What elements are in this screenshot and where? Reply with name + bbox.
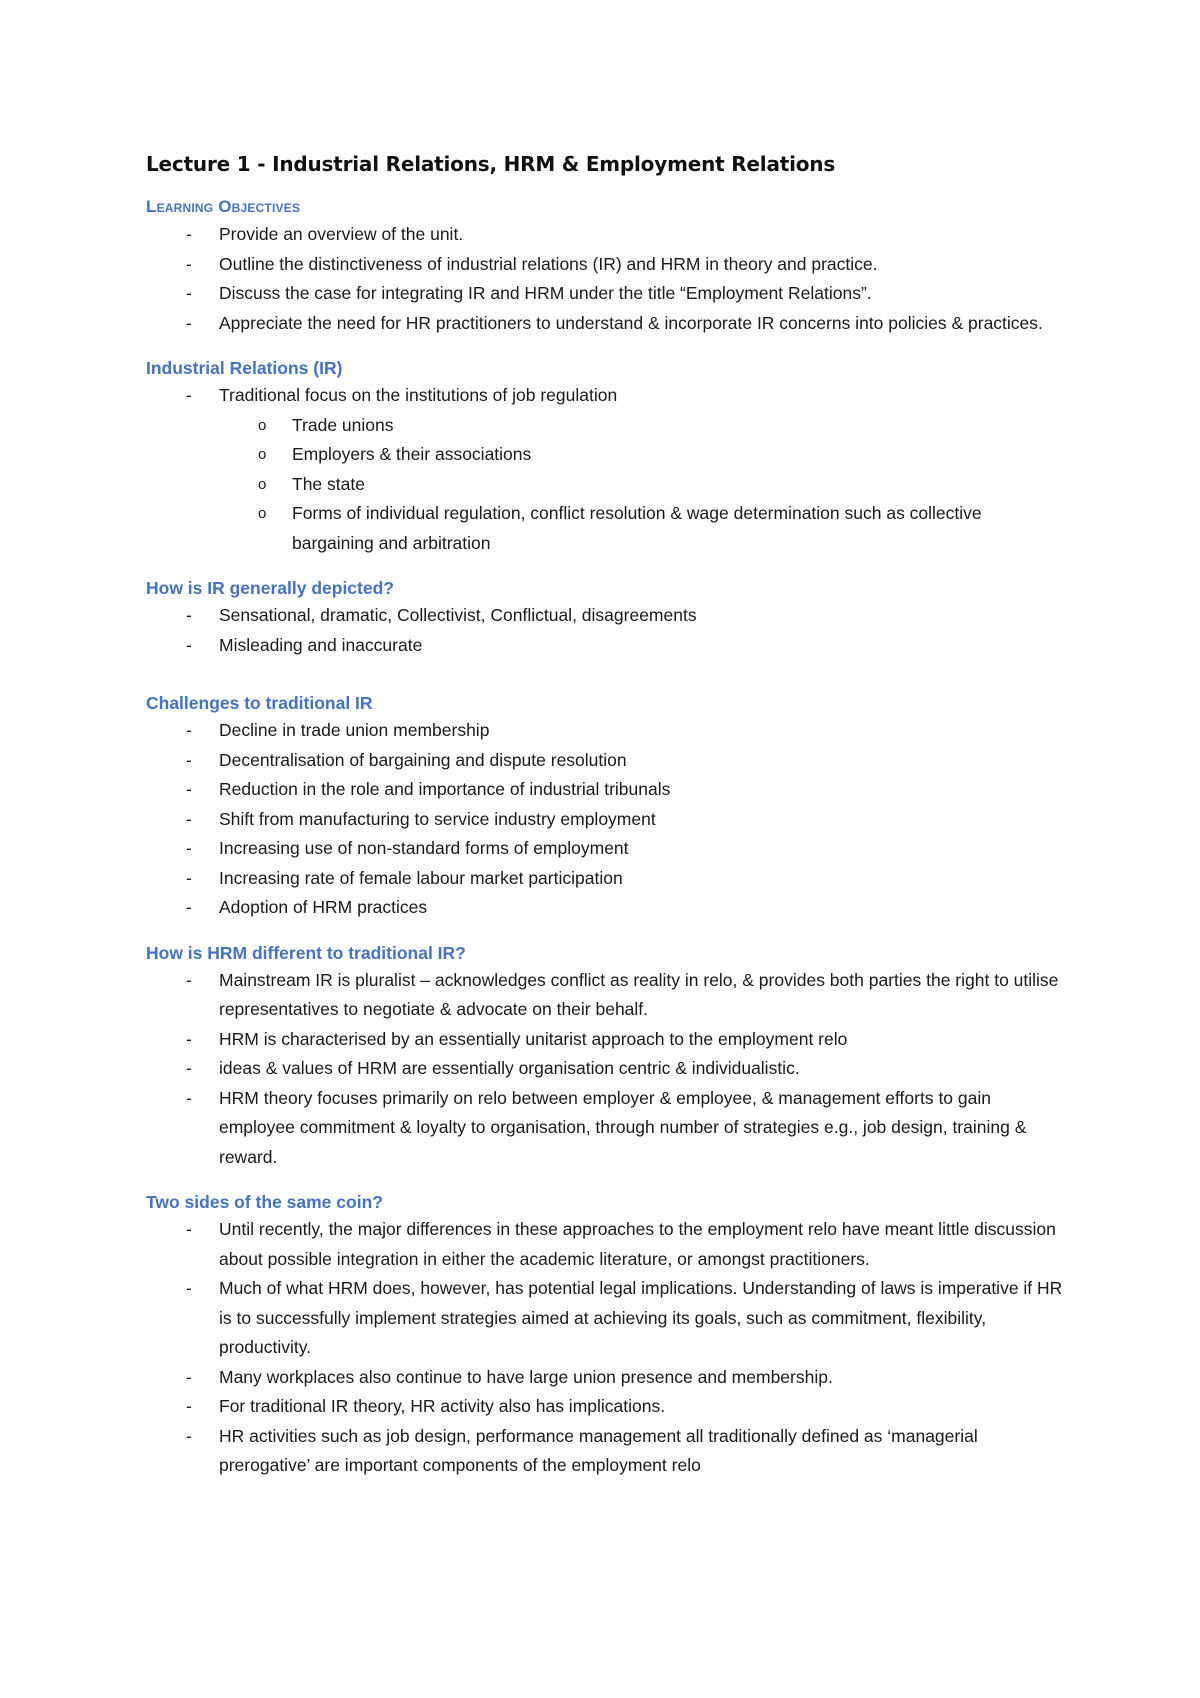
page-title: Lecture 1 - Industrial Relations, HRM & Employment Relations [146, 152, 836, 176]
list-item: - Decentralisation of bargaining and dispute resolution [146, 746, 1066, 776]
section-hrm-different [146, 940, 1066, 1173]
document-body [146, 150, 1066, 1498]
bullet-list [146, 1215, 1066, 1481]
list-item: - Sensational, dramatic, Collectivist, Conflictual, disagreements [146, 601, 1066, 631]
list-item: - Misleading and inaccurate [146, 631, 1066, 661]
section-heading: Industrial Relations (IR) [146, 358, 343, 378]
sub-list-item: o The state [146, 470, 1066, 500]
list-item: - HRM theory focuses primarily on relo between employer & employee, & management efforts to gain employee commitment & loyalty to organisation, through number of strategies e.g., job design, training & reward. [146, 1084, 1066, 1173]
dash-marker: - [186, 1425, 192, 1446]
list-item: - Increasing rate of female labour market participation [146, 864, 1066, 894]
section-heading: Two sides of the same coin? [146, 1192, 383, 1212]
list-item: - Mainstream IR is pluralist – acknowledges conflict as reality in relo, & provides both parties the right to utilise representatives to negotiate & advocate on their behalf. [146, 966, 1066, 1025]
sub-bullet-list [146, 411, 1066, 559]
section-heading: Challenges to traditional IR [146, 693, 373, 713]
list-item: - HR activities such as job design, performance management all traditionally defined as ‘managerial prerogative’ are important components of the employment relo [146, 1422, 1066, 1481]
dash-marker: - [186, 1278, 192, 1298]
circle-bullet-icon: o [258, 416, 267, 434]
list-item: - Increasing use of non-standard forms of employment [146, 834, 1066, 864]
list-item: - Adoption of HRM practices [146, 893, 1066, 923]
list-item: - Appreciate the need for HR practitioners to understand & incorporate IR concerns into policies & practices. [146, 309, 1066, 339]
dash-marker: - [186, 1058, 192, 1078]
circle-bullet-icon: o [258, 475, 267, 493]
list-item: - Much of what HRM does, however, has potential legal implications. Understanding of laws is imperative if HR is to successfully implement strategies aimed at achieving its goals, such as commitment, flexibility, productivity. [146, 1274, 1066, 1363]
dash-marker: - [186, 808, 192, 829]
dash-marker: - [186, 634, 192, 655]
list-item: - Shift from manufacturing to service industry employment [146, 805, 1066, 835]
list-item: - ideas & values of HRM are essentially organisation centric & individualistic. [146, 1054, 1066, 1084]
bullet-list [146, 966, 1066, 1173]
list-item: - For traditional IR theory, HR activity also has implications. [146, 1392, 1066, 1422]
dash-marker: - [186, 312, 192, 333]
dash-marker: - [186, 1219, 192, 1239]
dash-marker: - [186, 838, 192, 858]
bullet-list [146, 220, 1066, 338]
section-ir-depicted [146, 575, 1066, 660]
list-item: - Discuss the case for integrating IR and HRM under the title “Employment Relations”. [146, 279, 1066, 309]
list-item: - Reduction in the role and importance of industrial tribunals [146, 775, 1066, 805]
sub-list-item: o Employers & their associations [146, 440, 1066, 470]
dash-marker: - [186, 969, 192, 990]
dash-marker: - [186, 283, 192, 303]
dash-marker: - [186, 749, 192, 770]
sub-list-item: o Forms of individual regulation, conflict resolution & wage determination such as collective bargaining and arbitration [146, 499, 1066, 558]
section-heading: How is HRM different to traditional IR? [146, 942, 466, 963]
list-item: - Traditional focus on the institutions of job regulation o Trade unions o Employers & their associations o The state o Forms of individual regulation, conflict resolution & wage determination such as collective bargaining and arbitration [146, 381, 1066, 558]
dash-marker: - [186, 385, 192, 405]
section-industrial-relations [146, 355, 1066, 558]
dash-marker: - [186, 779, 192, 799]
circle-bullet-icon: o [258, 505, 267, 522]
list-item: - Until recently, the major differences in these approaches to the employment relo have meant little discussion about possible integration in either the academic literature, or amongst practitioners. [146, 1215, 1066, 1274]
list-item: - Many workplaces also continue to have large union presence and membership. [146, 1363, 1066, 1393]
section-challenges [146, 690, 1066, 923]
dash-marker: - [186, 1028, 192, 1049]
bullet-list [146, 381, 1066, 558]
list-item: - Provide an overview of the unit. [146, 220, 1066, 250]
dash-marker: - [186, 867, 192, 888]
circle-bullet-icon: o [258, 446, 267, 463]
list-item: - HRM is characterised by an essentially unitarist approach to the employment relo [146, 1025, 1066, 1055]
dash-marker: - [186, 1087, 192, 1108]
dash-marker: - [186, 224, 192, 244]
dash-marker: - [186, 720, 192, 740]
dash-marker: - [186, 605, 192, 625]
section-two-sides [146, 1189, 1066, 1481]
list-item: - Decline in trade union membership [146, 716, 1066, 746]
section-heading: How is IR generally depicted? [146, 578, 394, 598]
dash-marker: - [186, 1366, 192, 1387]
bullet-list [146, 716, 1066, 923]
sub-list-item: o Trade unions [146, 411, 1066, 441]
section-learning-objectives [146, 194, 1066, 338]
list-item: - Outline the distinctiveness of industrial relations (IR) and HRM in theory and practice. [146, 250, 1066, 280]
dash-marker: - [186, 897, 192, 917]
section-heading: Learning Objectives [146, 197, 301, 216]
dash-marker: - [186, 1396, 192, 1416]
bullet-list [146, 601, 1066, 660]
dash-marker: - [186, 253, 192, 274]
